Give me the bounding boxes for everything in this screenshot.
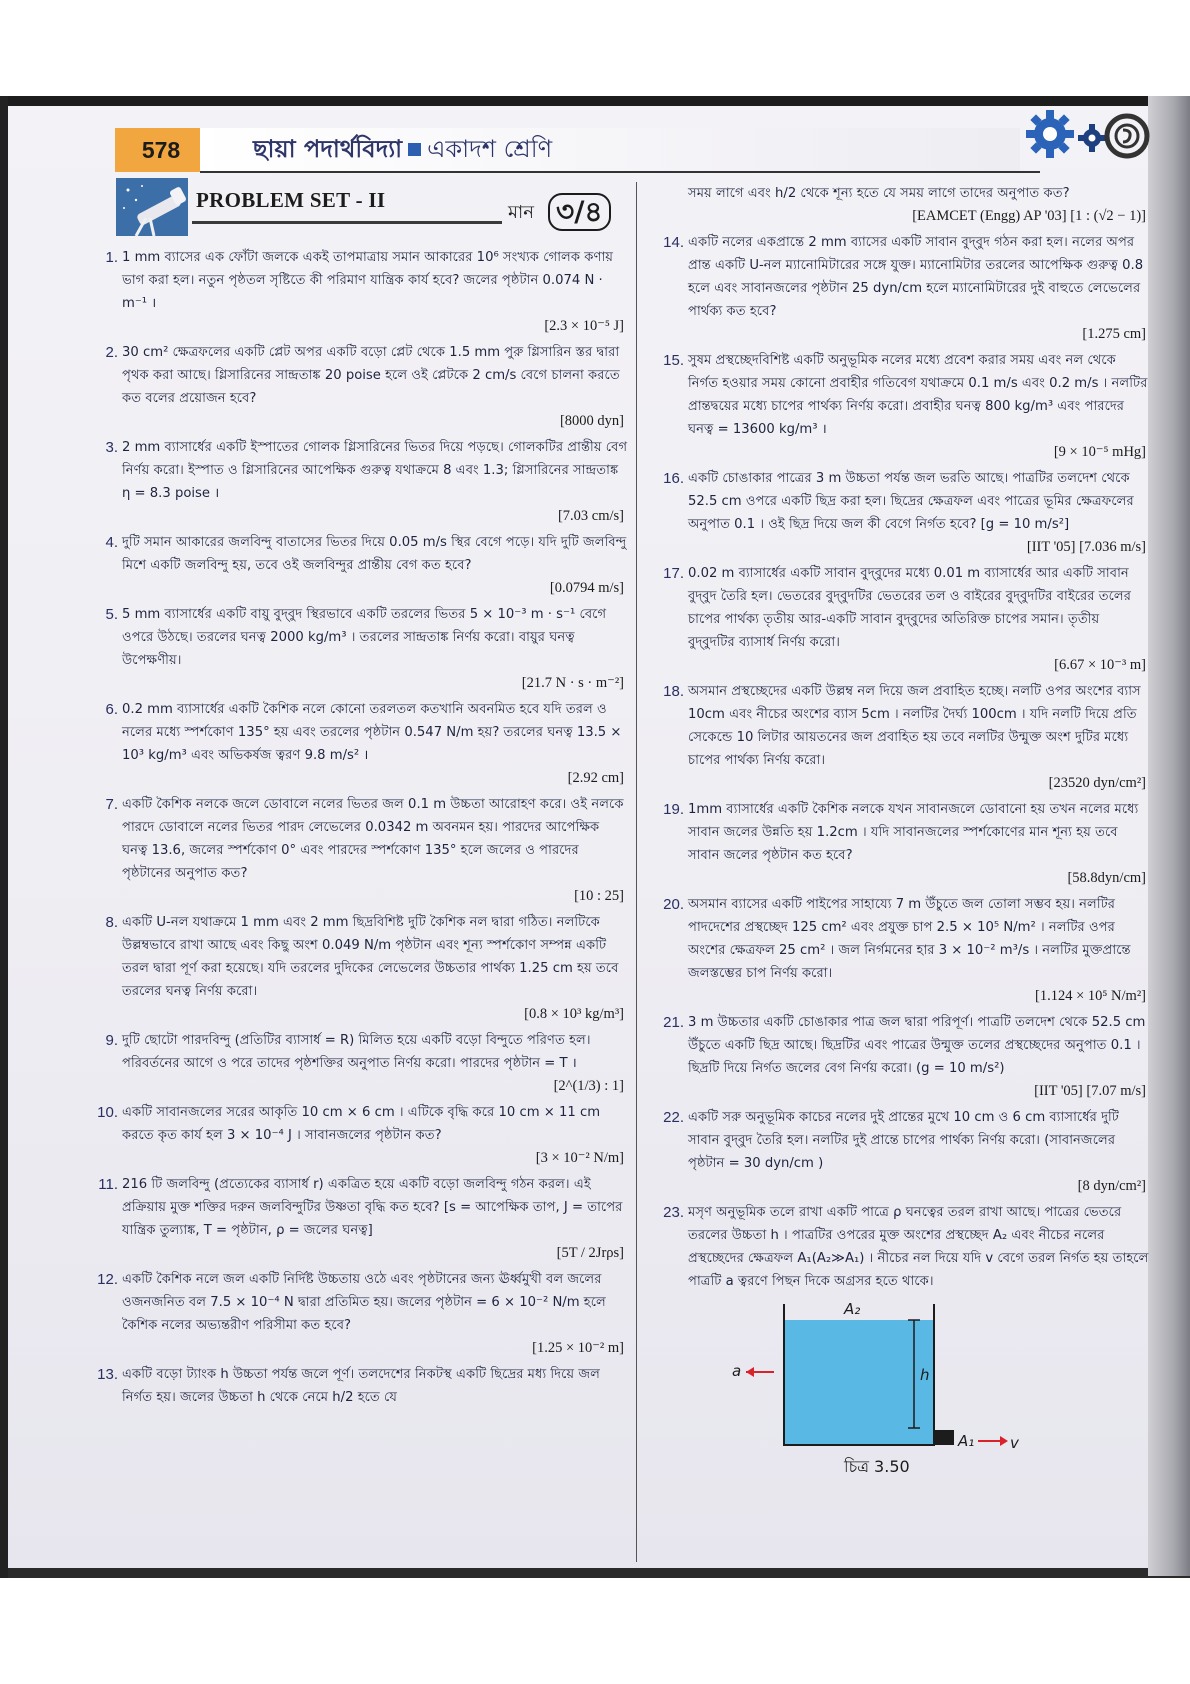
problem-number: 17.	[663, 565, 684, 582]
problem-answer: [2^(1/3) : 1]	[553, 1078, 624, 1094]
problem-text: মসৃণ অনুভূমিক তলে রাখা একটি পাত্রে ρ ঘনত্বের তরল রাখা আছে। পাত্রের ভেতরে তরলের উচ্চতা h । পাত্রটির ওপরের মুক্ত অংশের প্রস্থচ্ছেদ A₂ এবং নীচের নলের প্রস্থচ্ছেদের ক্ষেত্রফল A₁(A₂≫A₁) । নীচের নল দিয়ে যদি v বেগে তরল নির্গত হয় তাহলে পাত্রটি a ত্বরণে পিছন দিকে অগ্রসর হতে থাকে।	[688, 1205, 1149, 1289]
gear-icon	[1010, 104, 1150, 166]
problem-item	[650, 1201, 1150, 1293]
problem-number: 16.	[663, 470, 684, 487]
problem-text: 0.02 m ব্যাসার্ধের একটি সাবান বুদ্‌বুদের মধ্যে 0.01 m ব্যাসার্ধের আর একটি সাবান বুদ্‌বুদ তৈরি হল। ভেতরের বুদ্‌বুদটির ভেতরের তল ও বাইরের বুদ্‌বুদটির বাইরের তলের চাপের পার্থক্য তৃতীয় আর-একটি সাবান বুদ্‌বুদের অতিরিক্ত চাপের সমান। তৃতীয় বুদ্‌বুদটির ব্যাসার্ধ নির্ণয় করো।	[688, 566, 1131, 650]
problem-number: 21.	[663, 1014, 684, 1031]
problem-text: একটি সাবানজলের সরের আকৃতি 10 cm × 6 cm । এটিকে বৃদ্ধি করে 10 cm × 11 cm করতে কৃত কার্য হল 3 × 10⁻⁴ J । সাবানজলের পৃষ্ঠটান কত?	[122, 1105, 601, 1143]
problem-number: 22.	[663, 1109, 684, 1126]
header-rule	[200, 171, 1040, 173]
problem-text: 216 টি জলবিন্দু (প্রত্যেকের ব্যাসার্ধ r) একত্রিত হয়ে একটি বড়ো জলবিন্দু গঠন করল। এই প্রক্রিয়ায় মুক্ত শক্তির দরুন জলবিন্দুটির উষ্ণতা বৃদ্ধি কত হবে? [s = আপেক্ষিক তাপ, J = তাপের যান্ত্রিক তুল্যাঙ্ক, T = পৃষ্ঠটান, ρ = জলের ঘনত্ব]	[122, 1177, 623, 1238]
problem-text: সময় লাগে এবং h/2 থেকে শূন্য হতে যে সময় লাগে তাদের অনুপাত কত?	[688, 186, 1070, 201]
problem-number: 9.	[105, 1032, 118, 1049]
problem-number: 7.	[105, 796, 118, 813]
scan-edge-left	[0, 96, 8, 1578]
problem-item	[84, 1029, 628, 1098]
problem-text: একটি কৈশিক নলকে জলে ডোবালে নলের ভিতর জল 0.1 m উচ্চতা আরোহণ করে। ওই নলকে পারদে ডোবালে নলের ভিতর পারদ লেভেলের 0.0342 m অবনমন হয়। পারদের আপেক্ষিক ঘনত্ব 13.6, জলের স্পর্শকোণ 0° এবং পারদের স্পর্শকোণ 135° হলে জলের ও পারদের পৃষ্ঠটানের অনুপাত কত?	[122, 797, 624, 881]
problem-answer: [2.92 cm]	[567, 770, 624, 786]
problem-set-title: PROBLEM SET - II	[196, 188, 386, 212]
problem-item	[650, 1106, 1150, 1198]
problem-text: 3 m উচ্চতার একটি চোঙাকার পাত্র জল দ্বারা পরিপূর্ণ। পাত্রটি তলদেশ থেকে 52.5 cm উঁচুতে একটি ছিদ্র আছে। ছিদ্রটির এবং পাত্রের উন্মুক্ত তলের প্রস্থচ্ছেদের অনুপাত 0.1 । ছিদ্রটি দিয়ে নির্গত জলের বেগ নির্ণয় করো। (g = 10 m/s²)	[688, 1015, 1146, 1076]
label-v: v	[1010, 1434, 1019, 1452]
problem-answer: [0.0794 m/s]	[549, 580, 624, 596]
problem-answer: [0.8 × 10³ kg/m³]	[524, 1006, 624, 1022]
arrow-a-head	[746, 1367, 754, 1377]
book-spine-shadow	[1148, 96, 1190, 1576]
problem-text: 2 mm ব্যাসার্ধের একটি ইস্পাতের গোলক গ্লিসারিনের ভিতর দিয়ে পড়ছে। গোলকটির প্রান্তীয় বেগ নির্ণয় করো। ইস্পাত ও গ্লিসারিনের আপেক্ষিক গুরুত্ব যথাক্রমে 8 এবং 1.3; গ্লিসারিনের সান্দ্রতাঙ্ক η = 8.3 poise ।	[122, 440, 628, 501]
problem-answer: [IIT '05] [7.07 m/s]	[1034, 1083, 1146, 1099]
problem-text: 1 mm ব্যাসের এক ফোঁটা জলকে একই তাপমাত্রায় সমান আকারের 10⁶ সংখ্যক গোলক কণায় ভাগ করা হল। নতুন পৃষ্ঠতল সৃষ্টিতে কী পরিমাণ যান্ত্রিক কার্য হবে? জলের পৃষ্ঠটান 0.074 N · m⁻¹ ।	[122, 250, 614, 311]
page-number: 578	[115, 128, 207, 172]
square-bullet-icon	[408, 143, 421, 156]
problem-number: 13.	[97, 1366, 118, 1383]
problem-text: 1mm ব্যাসার্ধের একটি কৈশিক নলকে যখন সাবানজলে ডোবানো হয় তখন নলের মধ্যে সাবান জলের উন্নতি হয় 1.2cm । যদি সাবানজলের স্পর্শকোণের মান শূন্য হয় তবে সাবান জলের পৃষ্ঠটান কত হবে?	[688, 802, 1139, 863]
problem-item	[84, 911, 628, 1026]
problem-text: একটি সরু অনুভূমিক কাচের নলের দুই প্রান্তের মুখে 10 cm ও 6 cm ব্যাসার্ধের দুটি সাবান বুদ্‌বুদ তৈরি হল। নলটির দুই প্রান্তে চাপের পার্থক্য নির্ণয় করো। (সাবানজলের পৃষ্ঠটান = 30 dyn/cm )	[688, 1110, 1119, 1171]
tank-liquid	[784, 1320, 934, 1445]
problem-number: 19.	[663, 801, 684, 818]
problem-text: একটি বড়ো ট্যাংক h উচ্চতা পর্যন্ত জলে পূর্ণ। তলদেশের নিকটস্থ একটি ছিদ্রের মধ্য দিয়ে জল নির্গত হয়। জলের উচ্চতা h থেকে নেমে h/2 হতে যে	[122, 1367, 600, 1405]
figure-caption: চিত্র 3.50	[844, 1457, 910, 1476]
problem-item	[84, 1101, 628, 1170]
problem-text: সুষম প্রস্থচ্ছেদবিশিষ্ট একটি অনুভূমিক নলের মধ্যে প্রবেশ করার সময় এবং নল থেকে নির্গত হওয়ার সময় কোনো প্রবাহীর গতিবেগ যথাক্রমে 0.1 m/s এবং 0.2 m/s । নলটির প্রান্তদ্বয়ের মধ্যে চাপের পার্থক্য নির্ণয় করো। প্রবাহীর ঘনত্ব 800 kg/m³ এবং পারদের ঘনত্ব = 13600 kg/m³ ।	[688, 353, 1148, 437]
scan-edge-bottom	[8, 1568, 1190, 1578]
outlet-pipe	[934, 1430, 954, 1445]
problem-answer: [3 × 10⁻² N/m]	[535, 1150, 624, 1166]
problem-text: একটি নলের একপ্রান্তে 2 mm ব্যাসের একটি সাবান বুদ্‌বুদ গঠন করা হল। নলের অপর প্রান্ত একটি U-নল ম্যানোমিটারের সঙ্গে যুক্ত। ম্যানোমিটার তরলের আপেক্ষিক গুরুত্ব 0.8 হলে এবং সাবানজলের পৃষ্ঠটান 25 dyn/cm হলে ম্যানোমিটারের দুই বাহুতে লেভেলের পার্থক্য কত হবে?	[688, 235, 1144, 319]
problem-answer: [6.67 × 10⁻³ m]	[1054, 657, 1146, 673]
problem-number: 14.	[663, 234, 684, 251]
problem-item	[650, 1011, 1150, 1103]
problem-item	[84, 1173, 628, 1265]
tank-figure	[724, 1300, 1024, 1470]
problem-answer: [8 dyn/cm²]	[1077, 1178, 1146, 1194]
problem-text: 5 mm ব্যাসার্ধের একটি বায়ু বুদ্‌বুদ স্থিরভাবে একটি তরলের ভিতর 5 × 10⁻³ m · s⁻¹ বেগে ওপরে উঠছে। তরলের ঘনত্ব 2000 kg/m³ । তরলের সান্দ্রতাঙ্ক নির্ণয় করো। বায়ুর ঘনত্ব উপেক্ষণীয়।	[122, 607, 607, 668]
problem-answer: [EAMCET (Engg) AP '03] [1 : (√2 − 1)]	[912, 208, 1146, 224]
problem-answer: [21.7 N · s · m⁻²]	[521, 675, 624, 691]
book-class: একাদশ শ্রেণি	[427, 135, 553, 163]
problem-item	[84, 531, 628, 600]
problem-text: অসমান প্রস্থচ্ছেদের একটি উল্লম্ব নল দিয়ে জল প্রবাহিত হচ্ছে। নলটি ওপর অংশের ব্যাস 10cm এবং নীচের অংশের ব্যাস 5cm । নলটির দৈর্ঘ্য 100cm । যদি নলটি দিয়ে প্রতি সেকেন্ডে 10 লিটার আয়তনের জল প্রবাহিত হয় তবে নলটির উন্মুক্ত অংশ দুটির মধ্যে চাপের পার্থক্য নির্ণয় করো।	[688, 684, 1141, 768]
problem-answer: [2.3 × 10⁻⁵ J]	[544, 318, 624, 334]
problem-number: 15.	[663, 352, 684, 369]
arrow-v-head	[1000, 1436, 1008, 1446]
problem-number: 5.	[105, 606, 118, 623]
problem-answer: [58.8dyn/cm]	[1067, 870, 1146, 886]
problem-answer: [IIT '05] [7.036 m/s]	[1026, 539, 1146, 555]
problem-number: 20.	[663, 896, 684, 913]
problem-item	[84, 436, 628, 528]
problem-number: 4.	[105, 534, 118, 551]
problem-item	[650, 467, 1150, 559]
problem-answer: [8000 dyn]	[559, 413, 624, 429]
problem-number: 3.	[105, 439, 118, 456]
problem-number: 1.	[105, 249, 118, 266]
marks-value: ৩/৪	[548, 193, 611, 231]
problem-number: 11.	[98, 1176, 118, 1193]
problem-number: 10.	[97, 1104, 118, 1121]
problem-item	[650, 562, 1150, 677]
problem-answer: [9 × 10⁻⁵ mHg]	[1053, 444, 1146, 460]
problem-answer: [23520 dyn/cm²]	[1048, 775, 1146, 791]
problem-item	[650, 182, 1150, 228]
problem-number: 2.	[105, 344, 118, 361]
problem-item	[84, 793, 628, 908]
label-A1: A₁	[958, 1432, 975, 1450]
problem-text: দুটি ছোটো পারদবিন্দু (প্রতিটির ব্যাসার্ধ = R) মিলিত হয়ে একটি বড়ো বিন্দুতে পরিণত হল। পরিবর্তনের আগে ও পরে তাদের পৃষ্ঠশক্তির অনুপাত নির্ণয় করো। পারদের পৃষ্ঠটান = T ।	[122, 1033, 591, 1071]
problem-text: একটি U-নল যথাক্রমে 1 mm এবং 2 mm ছিদ্রবিশিষ্ট দুটি কৈশিক নল দ্বারা গঠিত। নলটিকে উল্লম্বভাবে রাখা আছে এবং কিছু অংশ 0.049 N/m পৃষ্ঠটান এবং শূন্য স্পর্শকোণ সম্পন্ন একটি তরল দ্বারা পূর্ণ করা হয়েছে। যদি তরলের দুদিকের লেভেলের উচ্চতার পার্থক্য 1.25 cm হয় তবে তরলের ঘনত্ব নির্ণয় করো।	[122, 915, 619, 999]
problem-item	[84, 1268, 628, 1360]
problem-item	[84, 603, 628, 695]
problem-number: 6.	[105, 701, 118, 718]
problem-set-rule	[192, 221, 502, 224]
problem-text: একটি চোঙাকার পাত্রের 3 m উচ্চতা পর্যন্ত জল ভরতি আছে। পাত্রটির তলদেশ থেকে 52.5 cm ওপরে একটি ছিদ্র করা হল। ছিদ্রের ক্ষেত্রফল এবং পাত্রের ভূমির ক্ষেত্রফলের অনুপাত 0.1 । ওই ছিদ্র দিয়ে জল কী বেগে নির্গত হবে? [g = 10 m/s²]	[688, 471, 1134, 532]
label-A2: A₂	[844, 1300, 861, 1318]
problems-left-column	[84, 246, 628, 1412]
column-divider	[636, 182, 637, 1562]
book-title	[253, 131, 552, 171]
problem-item	[650, 349, 1150, 464]
problem-answer: [1.275 cm]	[1082, 326, 1146, 342]
book-title-text: ছায়া পদার্থবিদ্যা	[253, 134, 403, 163]
problem-text: দুটি সমান আকারের জলবিন্দু বাতাসের ভিতর দিয়ে 0.05 m/s স্থির বেগে পড়ে। যদি দুটি জলবিন্দু মিশে একটি জলবিন্দু হয়, তবে ওই জলবিন্দুর প্রান্তীয় বেগ কত হবে?	[122, 535, 627, 573]
problem-text: 0.2 mm ব্যাসার্ধের একটি কৈশিক নলে কোনো তরলতল কতখানি অবনমিত হবে যদি তরল ও নলের মধ্যে স্পর্শকোণ 135° হয় এবং তরলের পৃষ্ঠটান 0.547 N/m হয়? তরলের ঘনত্ব 13.5 × 10³ kg/m³ এবং অভিকর্ষজ ত্বরণ 9.8 m/s² ।	[122, 702, 622, 763]
telescope-icon	[116, 178, 188, 236]
problem-number: 18.	[663, 683, 684, 700]
problem-answer: [10 : 25]	[574, 888, 624, 904]
problem-answer: [5T / 2Jrρs]	[556, 1245, 624, 1261]
problem-text: একটি কৈশিক নলে জল একটি নির্দিষ্ট উচ্চতায় ওঠে এবং পৃষ্ঠটানের জন্য ঊর্ধ্বমুখী বল জলের ওজনজনিত বল 7.5 × 10⁻⁴ N দ্বারা প্রতিমিত হয়। জলের পৃষ্ঠটান = 6 × 10⁻² N/m হলে কৈশিক নলের অভ্যন্তরীণ পরিসীমা কত হবে?	[122, 1272, 606, 1333]
problem-answer: [1.25 × 10⁻² m]	[532, 1340, 624, 1356]
problem-number: 23.	[663, 1204, 684, 1221]
problem-item	[84, 698, 628, 790]
problem-item	[650, 798, 1150, 890]
problem-item	[650, 893, 1150, 1008]
problem-answer: [1.124 × 10⁵ N/m²]	[1034, 988, 1146, 1004]
problems-right-column	[650, 182, 1150, 1296]
problem-text: অসমান ব্যাসের একটি পাইপের সাহায্যে 7 m উঁচুতে জল তোলা সম্ভব হয়। নলটির পাদদেশের প্রস্থচ্ছেদ 125 cm² এবং প্রযুক্ত চাপ 2.5 × 10⁵ N/m² । নলটির ওপর অংশের ক্ষেত্রফল 25 cm² । জল নির্গমনের হার 3 × 10⁻² m³/s । নলটির মুক্তপ্রান্তে জলস্তম্ভের চাপ নির্ণয় করো।	[688, 897, 1131, 981]
label-a: a	[732, 1362, 742, 1380]
problem-item	[84, 1363, 628, 1409]
problem-item	[650, 680, 1150, 795]
problem-item	[84, 246, 628, 338]
problem-item	[650, 231, 1150, 346]
problem-answer: [7.03 cm/s]	[557, 508, 624, 524]
marks-label: মান	[508, 202, 534, 223]
problem-item	[84, 341, 628, 433]
problem-number: 8.	[105, 914, 118, 931]
label-h: h	[920, 1366, 930, 1384]
problem-text: 30 cm² ক্ষেত্রফলের একটি প্লেট অপর একটি বড়ো প্লেট থেকে 1.5 mm পুরু গ্লিসারিন স্তর দ্বারা পৃথক করা আছে। গ্লিসারিনের সান্দ্রতাঙ্ক 20 poise হলে ওই প্লেটকে 2 cm/s বেগে চালনা করতে কত বলের প্রয়োজন হবে?	[122, 345, 620, 406]
problem-number: 12.	[97, 1271, 118, 1288]
